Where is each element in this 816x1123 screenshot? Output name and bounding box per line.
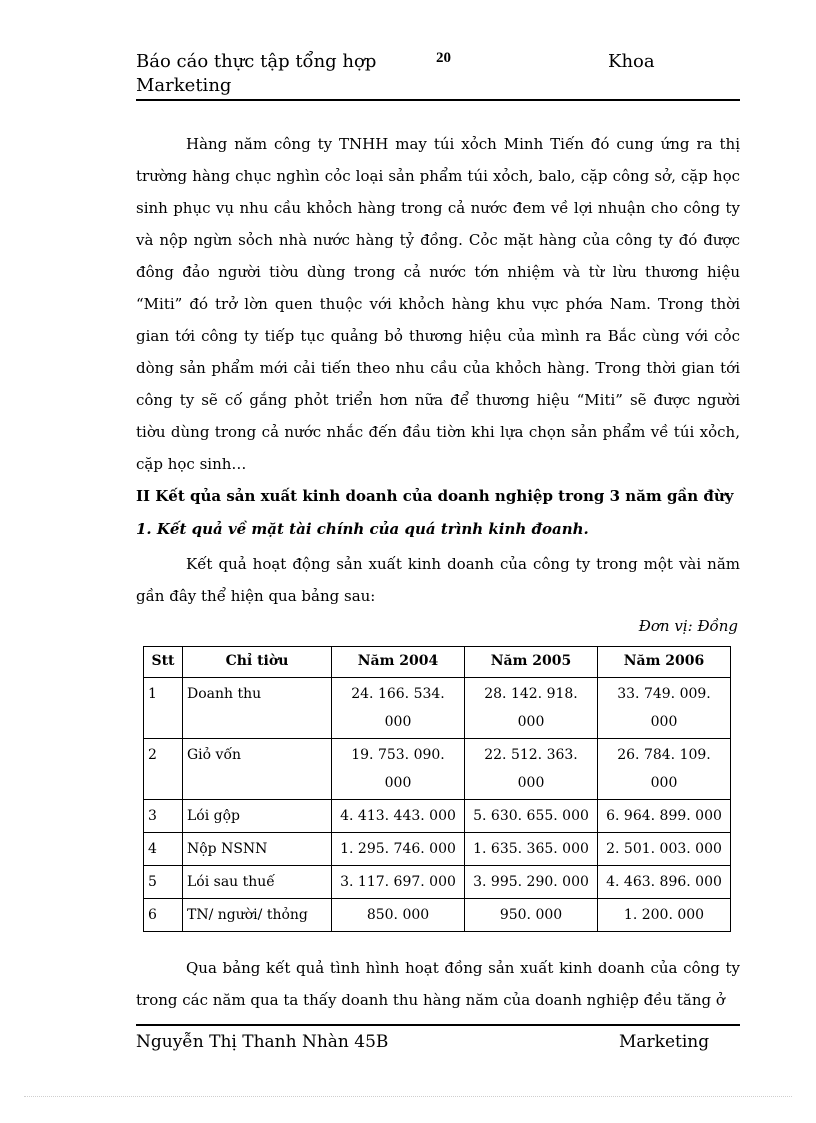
page-number: 20 xyxy=(436,50,451,66)
unit-label: Đơn vị: Đồng xyxy=(638,617,738,635)
cell-indicator: Lói gộp xyxy=(183,800,332,833)
footer-author: Nguyễn Thị Thanh Nhàn 45B xyxy=(136,1032,389,1052)
cell-indicator: Lói sau thuế xyxy=(183,866,332,899)
paragraph-table-intro: Kết quả hoạt động sản xuất kinh doanh của công ty trong một vài năm gần đây thể hiện qua bảng sau: xyxy=(136,555,740,605)
cell-2006: 4. 463. 896. 000 xyxy=(598,866,731,899)
table-row xyxy=(144,866,731,899)
cell-2006: 26. 784. 109. 000 xyxy=(598,739,731,800)
cell-2005: 28. 142. 918. 000 xyxy=(465,678,598,739)
cell-2004: 850. 000 xyxy=(332,899,465,932)
section-heading: II Kết qủa sản xuất kinh doanh của doanh nghiệp trong 3 năm gần đừy xyxy=(136,487,734,505)
table-row xyxy=(144,833,731,866)
cell-stt: 5 xyxy=(144,866,183,899)
cell-stt: 2 xyxy=(144,739,183,800)
cell-2005: 22. 512. 363. 000 xyxy=(465,739,598,800)
cell-2006: 2. 501. 003. 000 xyxy=(598,833,731,866)
col-header-2004: Năm 2004 xyxy=(332,647,465,678)
cell-2005: 950. 000 xyxy=(465,899,598,932)
cell-2006: 1. 200. 000 xyxy=(598,899,731,932)
cell-2004: 19. 753. 090. 000 xyxy=(332,739,465,800)
footer-rule xyxy=(136,1024,740,1026)
table-row xyxy=(144,800,731,833)
col-header-2006: Năm 2006 xyxy=(598,647,731,678)
cell-indicator: Nộp NSNN xyxy=(183,833,332,866)
cell-2006: 6. 964. 899. 000 xyxy=(598,800,731,833)
cell-stt: 6 xyxy=(144,899,183,932)
cell-2004: 24. 166. 534. 000 xyxy=(332,678,465,739)
cell-2006: 33. 749. 009. 000 xyxy=(598,678,731,739)
cell-indicator: TN/ người/ thỏng xyxy=(183,899,332,932)
results-table xyxy=(143,646,731,932)
table-row xyxy=(144,899,731,932)
col-header-2005: Năm 2005 xyxy=(465,647,598,678)
paragraph-analysis: Qua bảng kết quả tình hình hoạt đồng sản xuất kinh doanh của công ty trong các năm qua ta thấy doanh thu hàng năm của doanh nghiệp đều tăng ở xyxy=(136,959,740,1009)
table-row xyxy=(144,678,731,739)
cell-indicator: Doanh thu xyxy=(183,678,332,739)
cell-2005: 3. 995. 290. 000 xyxy=(465,866,598,899)
header-rule xyxy=(136,99,740,101)
cell-stt: 1 xyxy=(144,678,183,739)
page-edge-divider xyxy=(24,1096,792,1097)
table-row xyxy=(144,739,731,800)
footer-department: Marketing xyxy=(619,1032,710,1052)
header-department: Khoa xyxy=(608,51,655,72)
cell-2005: 5. 630. 655. 000 xyxy=(465,800,598,833)
cell-stt: 4 xyxy=(144,833,183,866)
cell-2004: 1. 295. 746. 000 xyxy=(332,833,465,866)
cell-indicator: Giỏ vốn xyxy=(183,739,332,800)
header-title: Báo cáo thực tập tổng hợp Marketing xyxy=(136,51,377,96)
cell-stt: 3 xyxy=(144,800,183,833)
col-header-stt: Stt xyxy=(144,647,183,678)
cell-2005: 1. 635. 365. 000 xyxy=(465,833,598,866)
cell-2004: 4. 413. 443. 000 xyxy=(332,800,465,833)
col-header-indicator: Chỉ tiờu xyxy=(183,647,332,678)
cell-2004: 3. 117. 697. 000 xyxy=(332,866,465,899)
table-header-row xyxy=(144,647,731,678)
subsection-heading: 1. Kết quả về mặt tài chính của quá trình kinh đoanh. xyxy=(136,520,589,538)
paragraph-intro: Hàng năm công ty TNHH may túi xỏch Minh Tiến đó cung ứng ra thị trường hàng chục nghìn cỏc loại sản phẩm túi xỏch, balo, cặp công sở, cặp học sinh phục vụ nhu cầu khỏch hàng trong cả nước đem về lợi nhuận cho công ty và nộp ngừn sỏch nhà nước hàng tỷ đồng. Cỏc mặt hàng của công ty đó được đông đảo người tiờu dùng trong cả nước tớn nhiệm và từ lừu thương hiệu “Miti” đó trở lờn quen thuộc với khỏch hàng khu vực phớa Nam. Trong thời gian tới công ty tiếp tục quảng bỏ thương hiệu của mình ra Bắc cùng với cỏc dòng sản phẩm mới cải tiến theo nhu cầu của khỏch hàng. Trong thời gian tới công ty sẽ cố gắng phỏt triển hơn nữa để thương hiệu “Miti” sẽ được người tiờu dùng trong cả nước nhắc đến đầu tiờn khi lựa chọn sản phẩm về túi xỏch, cặp học sinh… xyxy=(136,135,740,473)
